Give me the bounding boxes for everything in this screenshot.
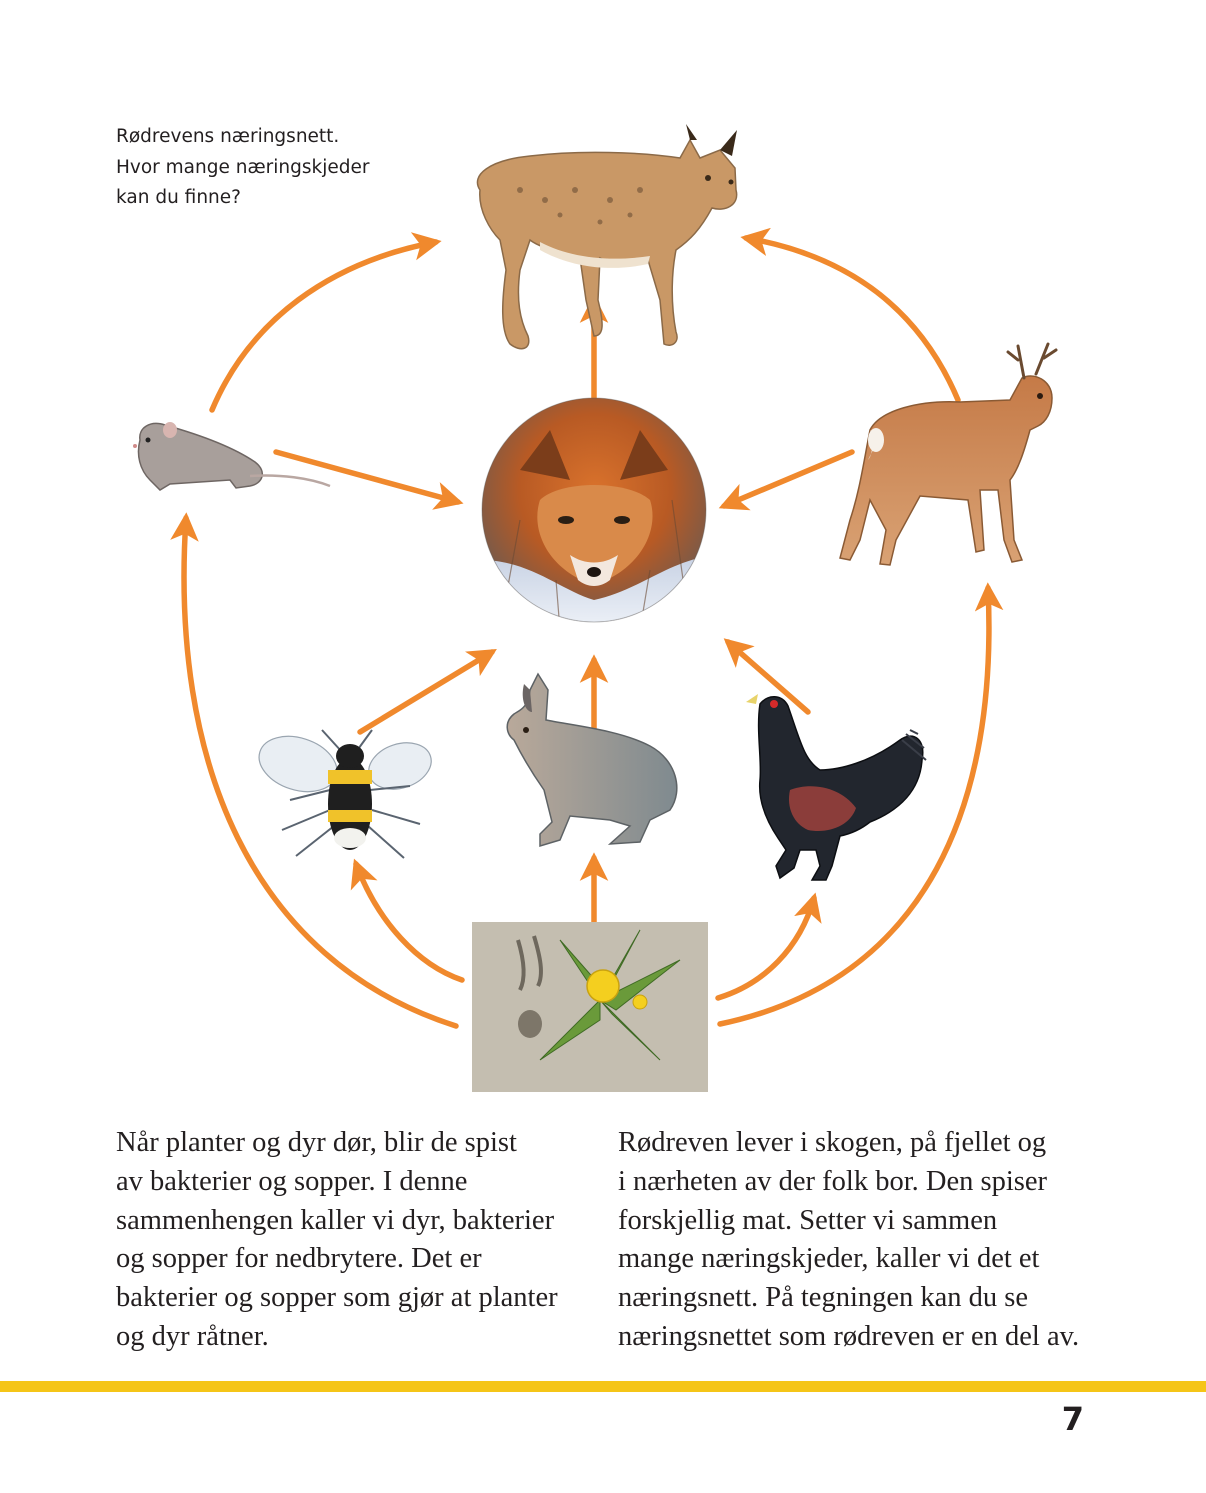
- text-line: i nærheten av der folk bor. Den spiser: [618, 1165, 1047, 1197]
- arrow-plant-to-capercaillie: [718, 898, 814, 998]
- text-line: mange næringskjeder, kaller vi det et: [618, 1243, 1040, 1275]
- arrow-deer-to-lynx: [746, 238, 958, 400]
- arrow-bee-to-fox: [360, 652, 492, 732]
- food-web-arrows: [184, 238, 989, 1026]
- capercaillie-illustration: [746, 694, 926, 880]
- text-line: Rødreven lever i skogen, på fjellet og: [618, 1127, 1047, 1158]
- arrow-mouse-to-fox: [276, 452, 458, 502]
- text-line: sammenhengen kaller vi dyr, bakterier: [116, 1204, 555, 1236]
- caption-line: Hvor mange næringskjeder: [116, 156, 370, 178]
- body-text-right: [618, 1124, 1118, 1357]
- arrow-mouse-to-lynx: [212, 242, 436, 410]
- text-line: av bakterier og sopper. I denne: [116, 1165, 468, 1197]
- red-fox-photo: [480, 398, 712, 630]
- text-line: Når planter og dyr dør, blir de spist: [116, 1127, 517, 1158]
- lynx-illustration: [477, 124, 737, 349]
- arrow-plant-to-bee: [356, 864, 462, 980]
- footer-rule: [0, 1381, 1206, 1392]
- text-line: næringsnett. På tegningen kan du se: [618, 1282, 1029, 1314]
- bumblebee-illustration: [252, 727, 437, 858]
- arrow-deer-to-fox: [724, 452, 852, 506]
- text-line: og dyr råtner.: [116, 1320, 269, 1352]
- caption-line: kan du finne?: [116, 187, 241, 208]
- text-line: forskjellig mat. Setter vi sammen: [618, 1204, 998, 1236]
- text-line: og sopper for nedbrytere. Det er: [116, 1243, 482, 1275]
- text-line: bakterier og sopper som gjør at planter: [116, 1282, 558, 1314]
- page-number: 7: [1061, 1400, 1084, 1438]
- text-line: næringsnettet som rødreven er en del av.: [618, 1320, 1080, 1352]
- dandelion-and-tracks-illustration: [472, 922, 708, 1092]
- body-text-left: [116, 1124, 616, 1357]
- caption-line: Rødrevens næringsnett.: [116, 126, 340, 147]
